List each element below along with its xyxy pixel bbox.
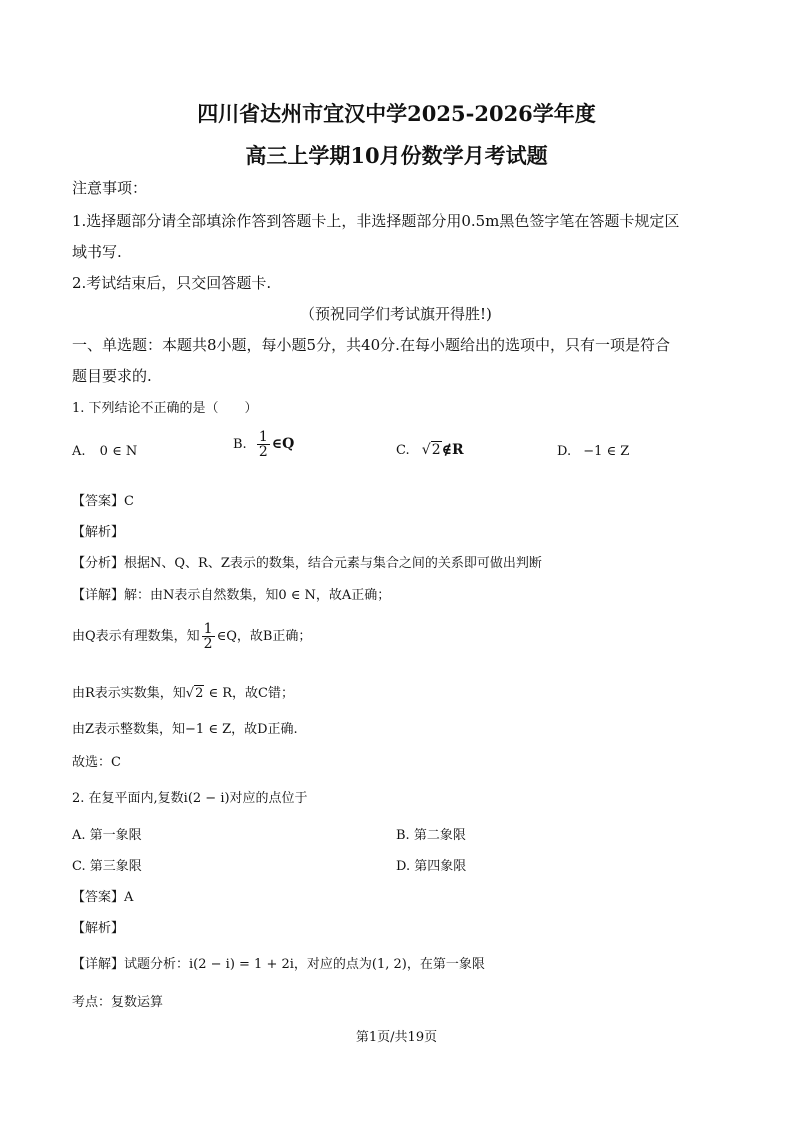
notice-heading: 注意事项： (72, 179, 148, 197)
fraction-numerator: 1 (258, 429, 268, 445)
title-line-2: 高三上学期10月份数学月考试题 (245, 143, 548, 168)
option-c-label: C. (396, 443, 410, 458)
notice-item-1: 1.选择题部分请全部填涂作答到答题卡上，非选择题部分用0.5m黑色签字笔在答题卡规定区 (72, 212, 680, 230)
notice-item-1-cont: 域书写. (72, 243, 122, 261)
option-c-math: ∉R (441, 442, 464, 458)
option-d-label: D. (557, 444, 572, 459)
option-d-math: −1 ∈ Z (583, 444, 630, 459)
q1-detail-a: 【详解】解：由N表示自然数集，知0 ∈ N，故A正确； (72, 588, 391, 603)
q1-option-c (396, 442, 464, 458)
notice-item-2: 2.考试结束后，只交回答题卡. (72, 274, 272, 292)
section-1-intro-cont: 题目要求的. (72, 367, 152, 385)
q2-kaodian: 考点：复数运算 (72, 995, 164, 1010)
q2-detail: 【详解】试题分析：i(2 − i) = 1 + 2i，对应的点为(1, 2)，在第一象限 (72, 957, 485, 972)
radicand: 2 (431, 442, 441, 458)
q1-choose: 故选：C (72, 755, 121, 770)
option-a-label: A. (72, 444, 86, 459)
q1-option-a (72, 444, 137, 459)
q2-analysis-tag: 【解析】 (72, 921, 125, 936)
fraction-denominator: 2 (258, 444, 268, 460)
q1-detail-d: 由Z表示整数集，知−1 ∈ Z，故D正确. (72, 722, 298, 737)
radical-sign: √ (421, 442, 431, 458)
detail-c-text-end: ∈ R，故C错； (204, 686, 294, 701)
sqrt-icon (422, 442, 442, 458)
q2-stem: 2. 在复平面内,复数i(2 − i)对应的点位于 (72, 791, 308, 806)
q1-option-b (233, 430, 294, 459)
option-a-math: 0 ∈ N (99, 444, 138, 459)
detail-c-text: 由R表示实数集，知 (72, 686, 186, 701)
detail-b-text: 由Q表示有理数集，知 (72, 629, 200, 644)
q1-detail-c (72, 682, 294, 701)
detail-b-fraction (202, 622, 215, 651)
title-line-1: 四川省达州市宜汉中学2025-2026学年度 (197, 101, 596, 126)
radicand: 2 (195, 686, 204, 701)
option-b-math: ∈Q (271, 436, 295, 452)
fraction-numerator: 1 (203, 621, 213, 637)
option-b-fraction (257, 430, 270, 459)
q1-fenxi: 【分析】根据N、Q、R、Z表示的数集，结合元素与集合之间的关系即可做出判断 (72, 556, 542, 571)
q1-stem: 1. 下列结论不正确的是（ ） (72, 401, 258, 416)
q1-analysis-tag: 【解析】 (72, 525, 125, 540)
detail-b-text-end: ∈Q，故B正确； (216, 629, 312, 644)
section-1-intro: 一、单选题：本题共8小题，每小题5分，共40分.在每小题给出的选项中，只有一项是符合 (72, 336, 670, 354)
q1-option-d (557, 444, 629, 459)
q1-detail-b (72, 622, 311, 651)
page-number: 第1页/共19页 (355, 1030, 438, 1045)
blessing: （预祝同学们考试旗开得胜!) (300, 305, 492, 323)
option-b-label: B. (233, 437, 247, 452)
radical-sign: √ (185, 686, 195, 701)
q2-option-a: A. 第一象限 (72, 828, 142, 843)
q2-answer: 【答案】A (72, 890, 134, 905)
fraction-denominator: 2 (203, 636, 213, 652)
q2-option-b: B. 第二象限 (396, 828, 466, 843)
q1-answer: 【答案】C (72, 494, 134, 509)
q2-option-d: D. 第四象限 (396, 859, 467, 874)
q2-option-c: C. 第三象限 (72, 859, 142, 874)
sqrt-icon (186, 686, 205, 701)
